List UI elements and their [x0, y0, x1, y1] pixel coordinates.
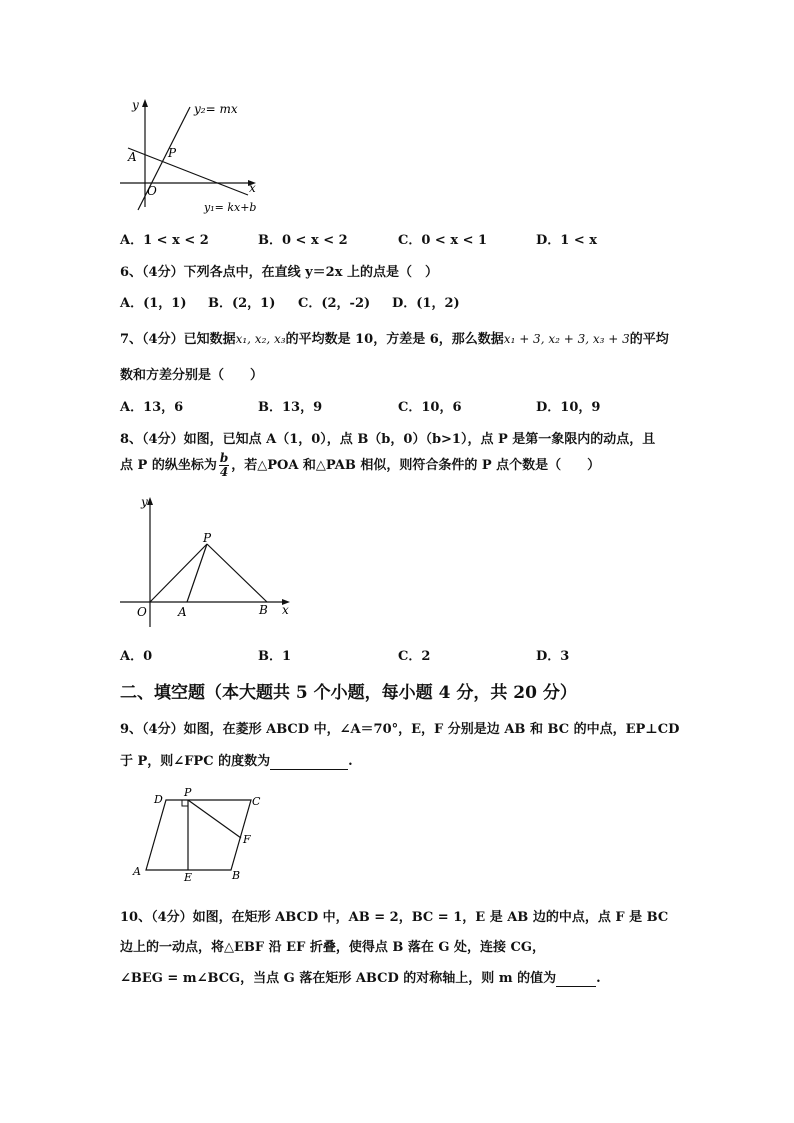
right-angle-mark	[182, 800, 188, 806]
point-d-label: D	[154, 793, 163, 806]
y-axis-arrow	[147, 497, 153, 505]
q7-vars1: x₁, x₂, x₃	[235, 332, 286, 346]
q7-vars2: x₁ + 3, x₂ + 3, x₃ + 3	[503, 332, 630, 346]
q9-figure	[128, 785, 273, 885]
q6-option-a[interactable]: A．(1，1)	[120, 296, 187, 311]
q7-stem	[120, 328, 669, 347]
q8-stem-line2	[120, 452, 600, 479]
q7-stem-c: 的平均	[629, 332, 669, 347]
section-2-heading: 二、填空题（本大题共 5 个小题，每小题 4 分，共 20 分）	[120, 683, 577, 703]
point-p-label: P	[184, 786, 192, 799]
q9-stem-line1: 9、（4分）如图，在菱形 ABCD 中，∠A＝70°，E，F 分别是边 AB 和 BC 的中点，EP⊥CD	[120, 722, 680, 737]
point-c-label: C	[252, 795, 261, 808]
q8-line2-a: 点 P 的纵坐标为	[120, 458, 217, 473]
point-p-label: P	[168, 146, 177, 160]
q9-answer-blank[interactable]	[270, 754, 348, 770]
q7-stem-b: 的平均数是 10，方差是 6，那么数据	[285, 332, 504, 347]
q10-stem-line3	[120, 967, 601, 987]
q8-option-c[interactable]: C．2	[398, 649, 431, 664]
q8-figure	[115, 492, 300, 627]
q7-stem-a: 7、（4分）已知数据	[120, 332, 236, 347]
q5-option-a[interactable]: A．1 < x < 2	[120, 233, 209, 248]
point-p-label: P	[203, 531, 212, 545]
q7-option-b[interactable]: B．13，9	[258, 400, 323, 415]
q8-option-b[interactable]: B．1	[258, 649, 292, 664]
line2-label: y₂= mx	[194, 102, 238, 116]
line-y2	[138, 107, 190, 210]
q10-answer-blank[interactable]	[556, 971, 596, 987]
segment-op	[150, 544, 207, 602]
point-a-label: A	[133, 865, 141, 878]
fraction-numerator: b	[219, 451, 229, 465]
line1-label: y₁= kx+b	[204, 201, 257, 214]
q10-line3-end: .	[596, 971, 601, 986]
point-b-label: B	[259, 603, 268, 617]
q8-option-d[interactable]: D．3	[536, 649, 570, 664]
segment-pf	[188, 800, 241, 838]
q5-option-b[interactable]: B．0 < x < 2	[258, 233, 348, 248]
q6-option-d[interactable]: D．(1，2)	[392, 296, 460, 311]
q8-stem-line1: 8、（4分）如图，已知点 A（1，0），点 B（b，0）（b>1），点 P 是第一象限内的动点，且	[120, 432, 656, 447]
q9-stem-line2	[120, 750, 353, 770]
point-f-label: F	[243, 833, 251, 846]
segment-ap	[187, 544, 207, 602]
q7-stem-line2: 数和方差分别是（ ）	[120, 368, 264, 383]
q5-option-c[interactable]: C．0 < x < 1	[398, 233, 488, 248]
x-label: x	[249, 181, 256, 195]
rhombus-abcd	[146, 800, 251, 870]
q8-option-a[interactable]: A．0	[120, 649, 153, 664]
line-y1	[128, 148, 248, 195]
q9-line2-text: 于 P，则∠FPC 的度数为	[120, 754, 271, 769]
point-b-label: B	[232, 869, 241, 882]
q7-option-a[interactable]: A．13，6	[120, 400, 184, 415]
fraction-denominator: 4	[219, 465, 229, 479]
y-label: y	[141, 495, 148, 509]
q6-stem: 6、（4分）下列各点中，在直线 y＝2x 上的点是（ ）	[120, 265, 438, 280]
q5-option-d[interactable]: D．1 < x	[536, 233, 598, 248]
q8-line2-b: ，若△POA 和△PAB 相似，则符合条件的 P 点个数是（ ）	[231, 458, 601, 473]
q10-line3-text: ∠BEG = m∠BCG，当点 G 落在矩形 ABCD 的对称轴上，则 m 的值为	[120, 971, 557, 986]
origin-label: O	[147, 184, 157, 198]
origin-label: O	[137, 605, 147, 619]
x-label: x	[282, 603, 289, 617]
q5-figure	[110, 95, 280, 220]
point-a-label: A	[178, 605, 187, 619]
point-a-label: A	[128, 150, 137, 164]
q10-stem-line2: 边上的一动点，将△EBF 沿 EF 折叠，使得点 B 落在 G 处，连接 CG，	[120, 940, 546, 955]
q8-fraction	[219, 452, 229, 479]
segment-pb	[207, 544, 267, 602]
q9-line2-end: .	[348, 754, 353, 769]
q7-option-c[interactable]: C．10，6	[398, 400, 462, 415]
q7-option-d[interactable]: D．10，9	[536, 400, 601, 415]
y-label: y	[132, 98, 139, 112]
q6-option-b[interactable]: B．(2，1)	[208, 296, 276, 311]
q6-option-c[interactable]: C．(2，-2)	[298, 296, 371, 311]
y-axis-arrow	[142, 99, 148, 107]
point-e-label: E	[184, 871, 193, 884]
q10-stem-line1: 10、（4分）如图，在矩形 ABCD 中，AB = 2，BC = 1，E 是 AB 边的中点，点 F 是 BC	[120, 910, 669, 925]
